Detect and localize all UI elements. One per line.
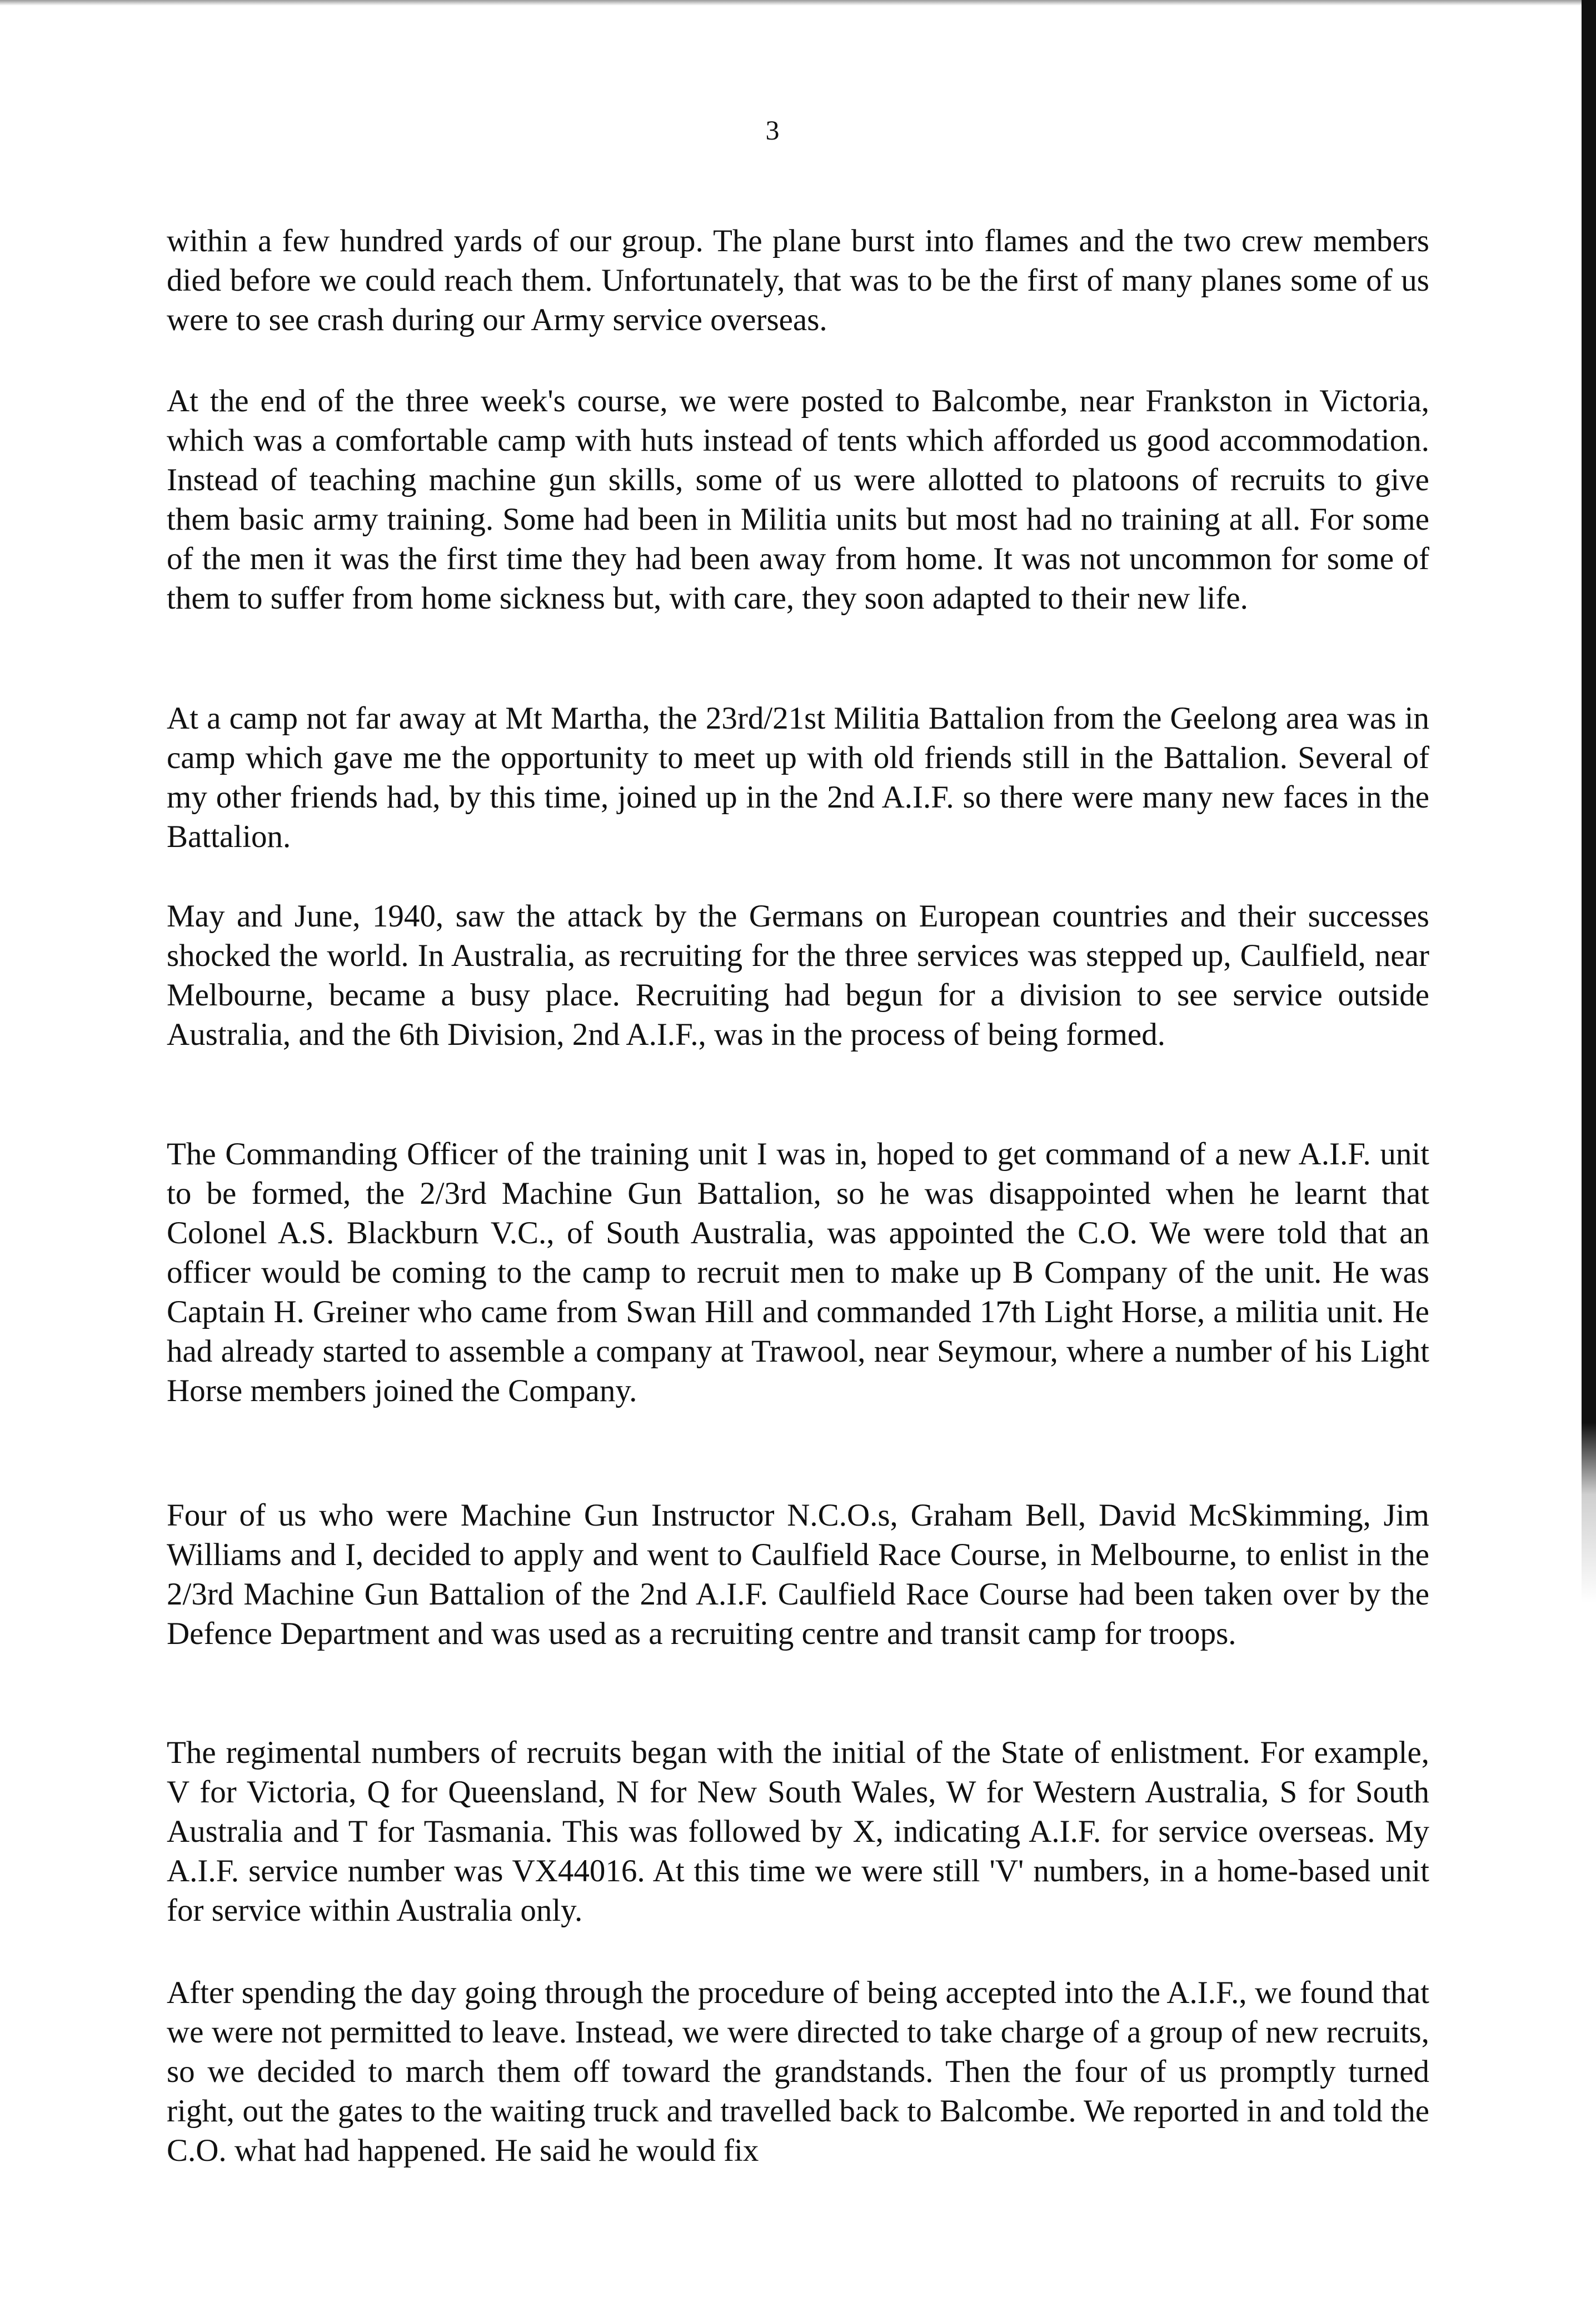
paragraph-7: The regimental numbers of recruits began with the initial of the State of enlistment. For example, V for Victoria, Q for Queensland, N for New South Wales, W for Western Australia, S for South Australia and T for Tasmania. This was followed by X, indicating A.I.F. for service overseas. My A.I.F. service number was VX44016. At this time we were still 'V' numbers, in a home-based unit for service within Australia only. bbox=[167, 1735, 1429, 1928]
paragraph-2: At the end of the three week's course, we were posted to Balcombe, near Frankston in Victoria, which was a comfortable camp with huts instead of tents which afforded us good accommodation. Instead of teaching machine gun skills, some of us were allotted to platoons of recruits to give them basic army training. Some had been in Militia units but most had no training at all. For some of the men it was the first time they had been away from home. It was not uncommon for some of them to suffer from home sickness but, with care, they soon adapted to their new life. bbox=[167, 383, 1429, 616]
paragraph-3: At a camp not far away at Mt Martha, the 23rd/21st Militia Battalion from the Geelong area was in camp which gave me the opportunity to meet up with old friends still in the Battalion. Several of my other friends had, by this time, joined up in the 2nd A.I.F. so there were many new faces in the Battalion. bbox=[167, 701, 1429, 854]
scan-edge-right-fade bbox=[1582, 1423, 1596, 2322]
paragraph-6: Four of us who were Machine Gun Instructor N.C.O.s, Graham Bell, David McSkimming, Jim Williams and I, decided to apply and went to Caulfield Race Course, in Melbourne, to enlist in the 2/3rd Machine Gun Battalion of the 2nd A.I.F. Caulfield Race Course had been taken over by the Defence Department and was used as a recruiting centre and transit camp for troops. bbox=[167, 1498, 1429, 1651]
paragraph-8: After spending the day going through the procedure of being accepted into the A.I.F., we found that we were not permitted to leave. Instead, we were directed to take charge of a group of new recruits, so we decided to march them off toward the grandstands. Then the four of us promptly turned right, out the gates to the waiting truck and travelled back to Balcombe. We reported in and told the C.O. what had happened. He said he would fix bbox=[167, 1975, 1429, 2168]
scan-edge-right bbox=[1582, 0, 1596, 1423]
paragraph-5: The Commanding Officer of the training unit I was in, hoped to get command of a new A.I.F. unit to be formed, the 2/3rd Machine Gun Battalion, so he was disappointed when he learnt that Colonel A.S. Blackburn V.C., of South Australia, was appointed the C.O. We were told that an officer would be coming to the camp to recruit men to make up B Company of the unit. He was Captain H. Greiner who came from Swan Hill and commanded 17th Light Horse, a militia unit. He had already started to assemble a company at Trawool, near Seymour, where a number of his Light Horse members joined the Company. bbox=[167, 1137, 1429, 1408]
page-number: 3 bbox=[765, 114, 780, 146]
paragraph-4: May and June, 1940, saw the attack by the Germans on European countries and their successes shocked the world. In Australia, as recruiting for the three services was stepped up, Caulfield, near Melbourne, became a busy place. Recruiting had begun for a division to see service outside Australia, and the 6th Division, 2nd A.I.F., was in the process of being formed. bbox=[167, 899, 1429, 1052]
scan-edge-top bbox=[0, 0, 1596, 6]
paragraph-1: within a few hundred yards of our group. The plane burst into flames and the two crew members died before we could reach them. Unfortunately, that was to be the first of many planes some of us were to see crash during our Army service overseas. bbox=[167, 223, 1429, 337]
